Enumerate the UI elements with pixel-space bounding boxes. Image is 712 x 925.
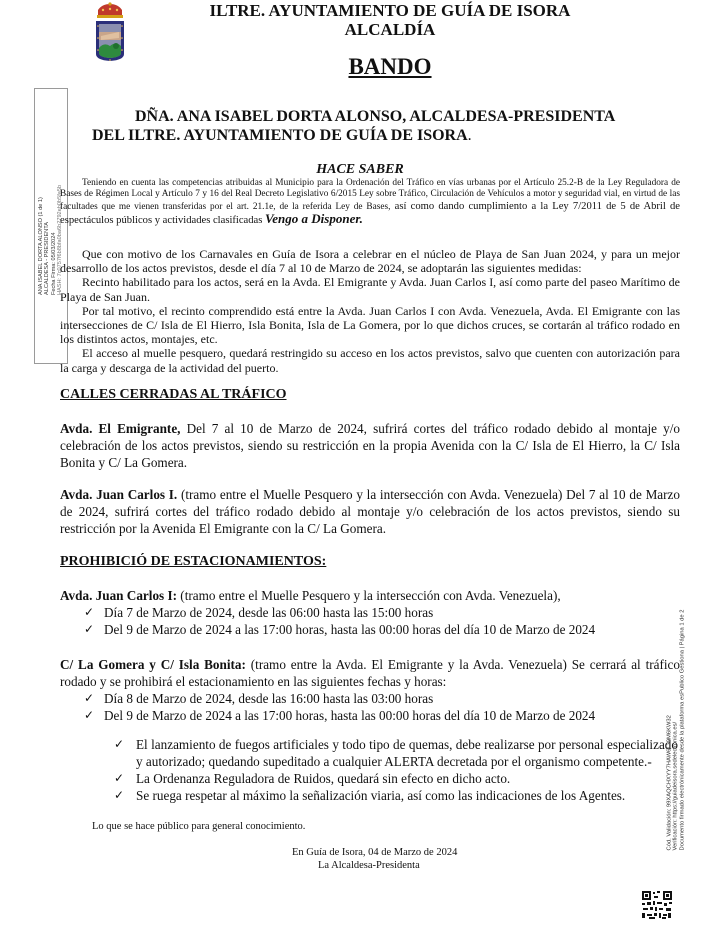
parking-date xyxy=(60,604,680,621)
street-name: Avda. Juan Carlos I: xyxy=(60,588,177,603)
parking-dates-list xyxy=(60,690,680,724)
signature-place-date: En Guía de Isora, 04 de Marzo de 2024 xyxy=(292,847,458,858)
check-icon: ✓ xyxy=(84,691,95,705)
document-signed-note: Documento firmado electrónicamente desde la plataforma esPublico Gestiona | Página 1 de 2 xyxy=(679,609,686,851)
note-item xyxy=(108,787,678,804)
stamp-hash: HASH: 7c0757f6b8bfa0ba6b2792eb0b5fa5b xyxy=(57,184,64,295)
validation-code: Cód. Validación: 99XAQCHXYY7HAW6L39M6KW32 xyxy=(666,715,673,851)
parking-item-header xyxy=(60,656,680,690)
check-icon: ✓ xyxy=(114,771,125,785)
check-icon: ✓ xyxy=(114,737,125,751)
notes-section xyxy=(108,736,678,804)
preamble-paragraph xyxy=(60,178,680,227)
department-title: ALCALDÍA xyxy=(344,20,436,39)
check-icon: ✓ xyxy=(84,622,95,636)
parking-dates-list xyxy=(60,604,680,638)
preamble-text: Teniendo en cuenta las competencias atribuidas al Municipio para la Ordenación del Tráfico en vías urbanas por el Artículo 25.2-B de la Ley Reguladora de Bases de Régimen Local y Artículo 7 y 16 del Real Decreto Legislativo 6/2015 Ley sobre Tráfico, Circulación de Vehículos a motor y seguridad vial, en virtud de las facultades que me vienen transferidas por el art. 21.1e, de la referida Ley de Bases, xyxy=(60,178,680,212)
notes-list xyxy=(108,736,678,804)
stamp-signer: ANA ISABEL DORTA ALONSO (1 de 1) xyxy=(38,197,45,295)
signatory-line-1: DÑA. ANA ISABEL DORTA ALONSO, ALCALDESA-PRESIDENTA xyxy=(135,108,616,125)
note-text: El lanzamiento de fuegos artificiales y todo tipo de quemas, debe realizarse por personal especializado y autorizado; quedando supeditado a cualquier ALERTA decretada por el organismo competente.- xyxy=(136,737,678,769)
signatory-line-2 xyxy=(92,126,472,145)
parking-item xyxy=(60,587,680,638)
hace-saber-heading: HACE SABER xyxy=(316,162,404,177)
qr-code-icon xyxy=(641,890,673,920)
street-text: Del 7 al 10 de Marzo de 2024, sufrirá cortes del tráfico rodado debido al montaje y/o celebración de los actos previstos, siendo su restricción en la propia Avenida con la C/ Isla de El Hierro, la C/ Isla Bonita y C/ La Gomera. xyxy=(60,421,680,470)
preamble-text-last: así como dando cumplimiento a la Ley 7/2011 de 5 de Abril de espectáculos públicos y actividades clasificadas xyxy=(60,200,681,226)
check-icon: ✓ xyxy=(114,788,125,802)
stamp-date: Fecha Firma: 05/03/2024 xyxy=(51,232,57,295)
parking-item xyxy=(60,656,680,724)
stamp-role: ALCALDESA - PRESIDENTA xyxy=(44,222,51,295)
closed-street-item xyxy=(60,420,680,471)
note-text: Se ruega respetar al máximo la señalización viaria, así como las indicaciones de los Agentes. xyxy=(136,788,626,803)
coat-of-arms-icon xyxy=(92,2,128,62)
parking-date xyxy=(60,690,680,707)
document-type-title: BANDO xyxy=(348,54,432,79)
parking-item-header xyxy=(60,587,680,604)
check-icon: ✓ xyxy=(84,605,95,619)
signature-role: La Alcaldesa-Presidenta xyxy=(318,860,420,871)
parking-date xyxy=(60,707,680,724)
verification-stamp xyxy=(666,610,685,851)
measure-paragraph: Recinto habilitado para los actos, será en la Avda. El Emigrante y Avda. Juan Carlos I, así como parte del paseo Marítimo de Playa de San Juan. xyxy=(60,275,680,304)
note-text: La Ordenanza Reguladora de Ruidos, quedará sin efecto en dicho acto. xyxy=(136,771,511,786)
institution-title: ILTRE. AYUNTAMIENTO DE GUÍA DE ISORA xyxy=(209,1,571,20)
vengo-a-disponer: Vengo a Disponer. xyxy=(265,210,363,226)
note-item xyxy=(108,736,678,770)
measures-section xyxy=(60,247,680,375)
parking-heading: PROHIBICIÓ DE ESTACIONAMIENTOS: xyxy=(60,554,327,569)
street-name: Avda. Juan Carlos I. xyxy=(60,487,178,502)
signatory-line-2-end: . xyxy=(467,127,472,144)
measure-paragraph: El acceso al muelle pesquero, quedará restringido su acceso en los actos previstos, salvo que cuenten con autorización para la carga y descarga de la actividad del puerto. xyxy=(60,346,680,375)
street-text: (tramo entre el Muelle Pesquero y la intersección con Avda. Venezuela), xyxy=(177,588,561,603)
note-item xyxy=(108,770,678,787)
date-text: Del 9 de Marzo de 2024 a las 17:00 horas, hasta las 00:00 horas del día 10 de Marzo de 2024 xyxy=(104,708,596,723)
date-text: Del 9 de Marzo de 2024 a las 17:00 horas, hasta las 00:00 horas del día 10 de Marzo de 2024 xyxy=(104,622,596,637)
check-icon: ✓ xyxy=(84,708,95,722)
date-text: Día 8 de Marzo de 2024, desde las 16:00 hasta las 03:00 horas xyxy=(104,691,434,706)
street-text: (tramo entre el Muelle Pesquero y la intersección con Avda. Venezuela) Del 7 al 10 de Marzo de 2024, sufrirá cortes del tráfico rodado debido al montaje y/o celebración de los actos previstos, siendo su restricción por la Avenida El Emigrante con la C/ La Gomera. xyxy=(60,487,680,536)
street-name: C/ La Gomera y C/ Isla Bonita: xyxy=(60,657,246,672)
date-text: Día 7 de Marzo de 2024, desde las 06:00 hasta las 15:00 horas xyxy=(104,605,434,620)
street-name: Avda. El Emigrante, xyxy=(60,421,181,436)
parking-date xyxy=(60,621,680,638)
signatory-line-2-text: DEL ILTRE. AYUNTAMIENTO DE GUÍA DE ISORA xyxy=(92,127,468,144)
street-text: (tramo entre la Avda. El Emigrante y la Avda. Venezuela) Se cerrará al tráfico rodado y se prohibirá el estacionamiento en las siguientes fechas y horas: xyxy=(60,657,680,689)
measure-paragraph: Por tal motivo, el recinto comprendido está entre la Avda. Juan Carlos I con Avda. Venezuela, Avda. El Emigrante con las intersecciones de C/ Isla de El Hierro, Isla Bonita, Isla de La Gomera, por lo que dichos cruces, se cortarán al tráfico rodado en los distintos actos, montajes, etc. xyxy=(60,303,680,347)
closed-street-item xyxy=(60,486,680,537)
closed-streets-heading: CALLES CERRADAS AL TRÁFICO xyxy=(60,387,287,402)
verification-url[interactable]: Verificación: https://guiadeisora.sedelectronica.es/ xyxy=(672,721,679,851)
closing-statement: Lo que se hace público para general conocimiento. xyxy=(92,821,306,832)
measure-paragraph: Que con motivo de los Carnavales en Guía de Isora a celebrar en el núcleo de Playa de San Juan 2024, y para un mejor desarrollo de los actos previstos, desde el día 7 al 10 de Marzo de 2024, se adoptarán las siguientes medidas: xyxy=(60,247,680,276)
